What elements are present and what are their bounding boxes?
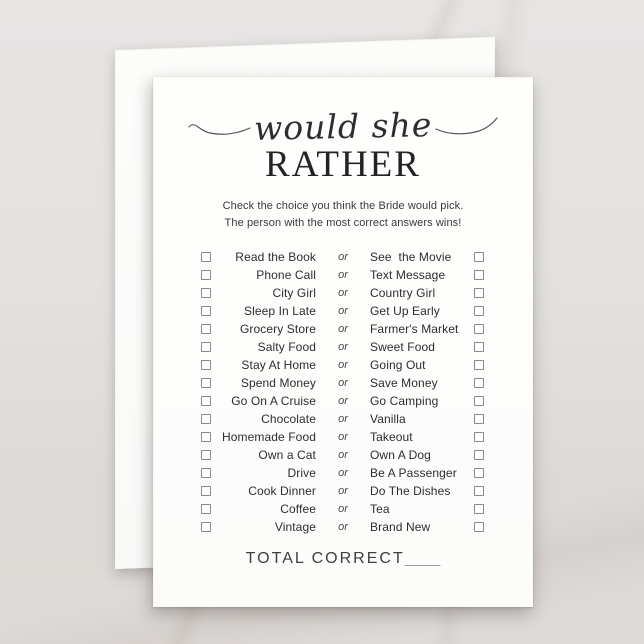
right-choice-checkbox[interactable]	[474, 504, 484, 514]
left-choice-checkbox[interactable]	[201, 432, 211, 442]
total-correct-label: TOTAL CORRECT	[245, 550, 405, 567]
left-choice-checkbox[interactable]	[201, 378, 211, 388]
right-option-label: Save Money	[370, 376, 438, 390]
right-choice-checkbox[interactable]	[474, 252, 484, 262]
left-choice-checkbox[interactable]	[201, 288, 211, 298]
option-row	[154, 392, 532, 410]
or-label: or	[338, 269, 348, 281]
or-label: or	[338, 503, 348, 515]
right-option-label: Vanilla	[370, 412, 406, 426]
left-choice-checkbox[interactable]	[201, 504, 211, 514]
right-option-label: Do The Dishes	[370, 484, 451, 498]
option-row	[154, 464, 532, 482]
options-list	[154, 248, 532, 536]
or-label: or	[338, 413, 348, 425]
right-choice-checkbox[interactable]	[474, 486, 484, 496]
total-correct-blank-line: ____	[404, 550, 441, 567]
instructions-line-2: The person with the most correct answers wins!	[224, 217, 462, 229]
right-option-label: Text Message	[370, 268, 446, 282]
left-swash-flourish	[187, 106, 251, 146]
right-choice-checkbox[interactable]	[474, 270, 484, 280]
left-choice-checkbox[interactable]	[201, 522, 211, 532]
option-row	[154, 338, 532, 356]
or-label: or	[338, 521, 348, 533]
option-row	[154, 518, 532, 536]
left-option-label: Stay At Home	[241, 358, 316, 372]
option-row	[154, 266, 532, 284]
option-row	[154, 302, 532, 320]
total-correct	[154, 550, 532, 568]
right-option-label: Sweet Food	[370, 340, 436, 354]
option-row	[154, 374, 532, 392]
would-she-rather-game-card	[153, 77, 533, 607]
or-label: or	[338, 449, 348, 461]
right-option-label: Country Girl	[370, 286, 436, 300]
left-choice-checkbox[interactable]	[201, 468, 211, 478]
right-option-label: Go Camping	[370, 394, 439, 408]
left-choice-checkbox[interactable]	[201, 396, 211, 406]
option-row	[154, 248, 532, 266]
left-option-label: City Girl	[272, 286, 316, 300]
left-option-label: Spend Money	[240, 376, 316, 390]
or-label: or	[338, 467, 348, 479]
instructions-line-1: Check the choice you think the Bride would pick.	[222, 200, 464, 212]
right-choice-checkbox[interactable]	[474, 342, 484, 352]
right-choice-checkbox[interactable]	[474, 324, 484, 334]
right-option-label: Brand New	[370, 520, 431, 534]
left-option-label: Own a Cat	[258, 448, 316, 462]
left-option-label: Sleep In Late	[243, 304, 316, 318]
left-option-label: Grocery Store	[240, 322, 316, 336]
right-choice-checkbox[interactable]	[474, 450, 484, 460]
option-row	[154, 356, 532, 374]
option-row	[154, 320, 532, 338]
or-label: or	[338, 377, 348, 389]
left-choice-checkbox[interactable]	[201, 306, 211, 316]
right-option-label: Be A Passenger	[370, 466, 457, 480]
right-choice-checkbox[interactable]	[474, 360, 484, 370]
option-row	[154, 500, 532, 518]
or-label: or	[338, 359, 348, 371]
left-option-label: Go On A Cruise	[231, 394, 316, 408]
right-choice-checkbox[interactable]	[474, 468, 484, 478]
right-choice-checkbox[interactable]	[474, 306, 484, 316]
option-row	[154, 446, 532, 464]
right-choice-checkbox[interactable]	[474, 378, 484, 388]
left-option-label: Phone Call	[256, 268, 316, 282]
left-choice-checkbox[interactable]	[201, 486, 211, 496]
or-label: or	[338, 287, 348, 299]
left-choice-checkbox[interactable]	[201, 252, 211, 262]
or-label: or	[338, 305, 348, 317]
left-choice-checkbox[interactable]	[201, 414, 211, 424]
right-choice-checkbox[interactable]	[474, 522, 484, 532]
left-option-label: Salty Food	[257, 340, 316, 354]
right-choice-checkbox[interactable]	[474, 432, 484, 442]
left-choice-checkbox[interactable]	[201, 324, 211, 334]
option-row	[154, 428, 532, 446]
right-choice-checkbox[interactable]	[474, 396, 484, 406]
left-choice-checkbox[interactable]	[201, 360, 211, 370]
left-choice-checkbox[interactable]	[201, 450, 211, 460]
or-label: or	[338, 323, 348, 335]
or-label: or	[338, 341, 348, 353]
card-title: RATHER	[265, 144, 421, 185]
right-option-label: Going Out	[370, 358, 426, 372]
or-label: or	[338, 431, 348, 443]
right-swash-flourish	[435, 106, 499, 146]
script-title: would she	[253, 104, 433, 148]
instructions	[154, 198, 532, 232]
left-option-label: Homemade Food	[221, 430, 316, 444]
left-option-label: Chocolate	[261, 412, 316, 426]
option-row	[154, 482, 532, 500]
right-option-label: Farmer's Market	[370, 322, 459, 336]
left-option-label: Vintage	[274, 520, 316, 534]
right-option-label: See the Movie	[370, 250, 452, 264]
right-option-label: Tea	[370, 502, 390, 516]
left-option-label: Drive	[287, 466, 316, 480]
or-label: or	[338, 251, 348, 263]
right-choice-checkbox[interactable]	[474, 414, 484, 424]
left-option-label: Coffee	[280, 502, 316, 516]
or-label: or	[338, 485, 348, 497]
or-label: or	[338, 395, 348, 407]
left-choice-checkbox[interactable]	[201, 270, 211, 280]
left-choice-checkbox[interactable]	[201, 342, 211, 352]
option-row	[154, 410, 532, 428]
right-choice-checkbox[interactable]	[474, 288, 484, 298]
right-option-label: Own A Dog	[370, 448, 431, 462]
left-option-label: Cook Dinner	[248, 484, 316, 498]
option-row	[154, 284, 532, 302]
right-option-label: Get Up Early	[370, 304, 440, 318]
left-option-label: Read the Book	[235, 250, 316, 264]
right-option-label: Takeout	[370, 430, 413, 444]
